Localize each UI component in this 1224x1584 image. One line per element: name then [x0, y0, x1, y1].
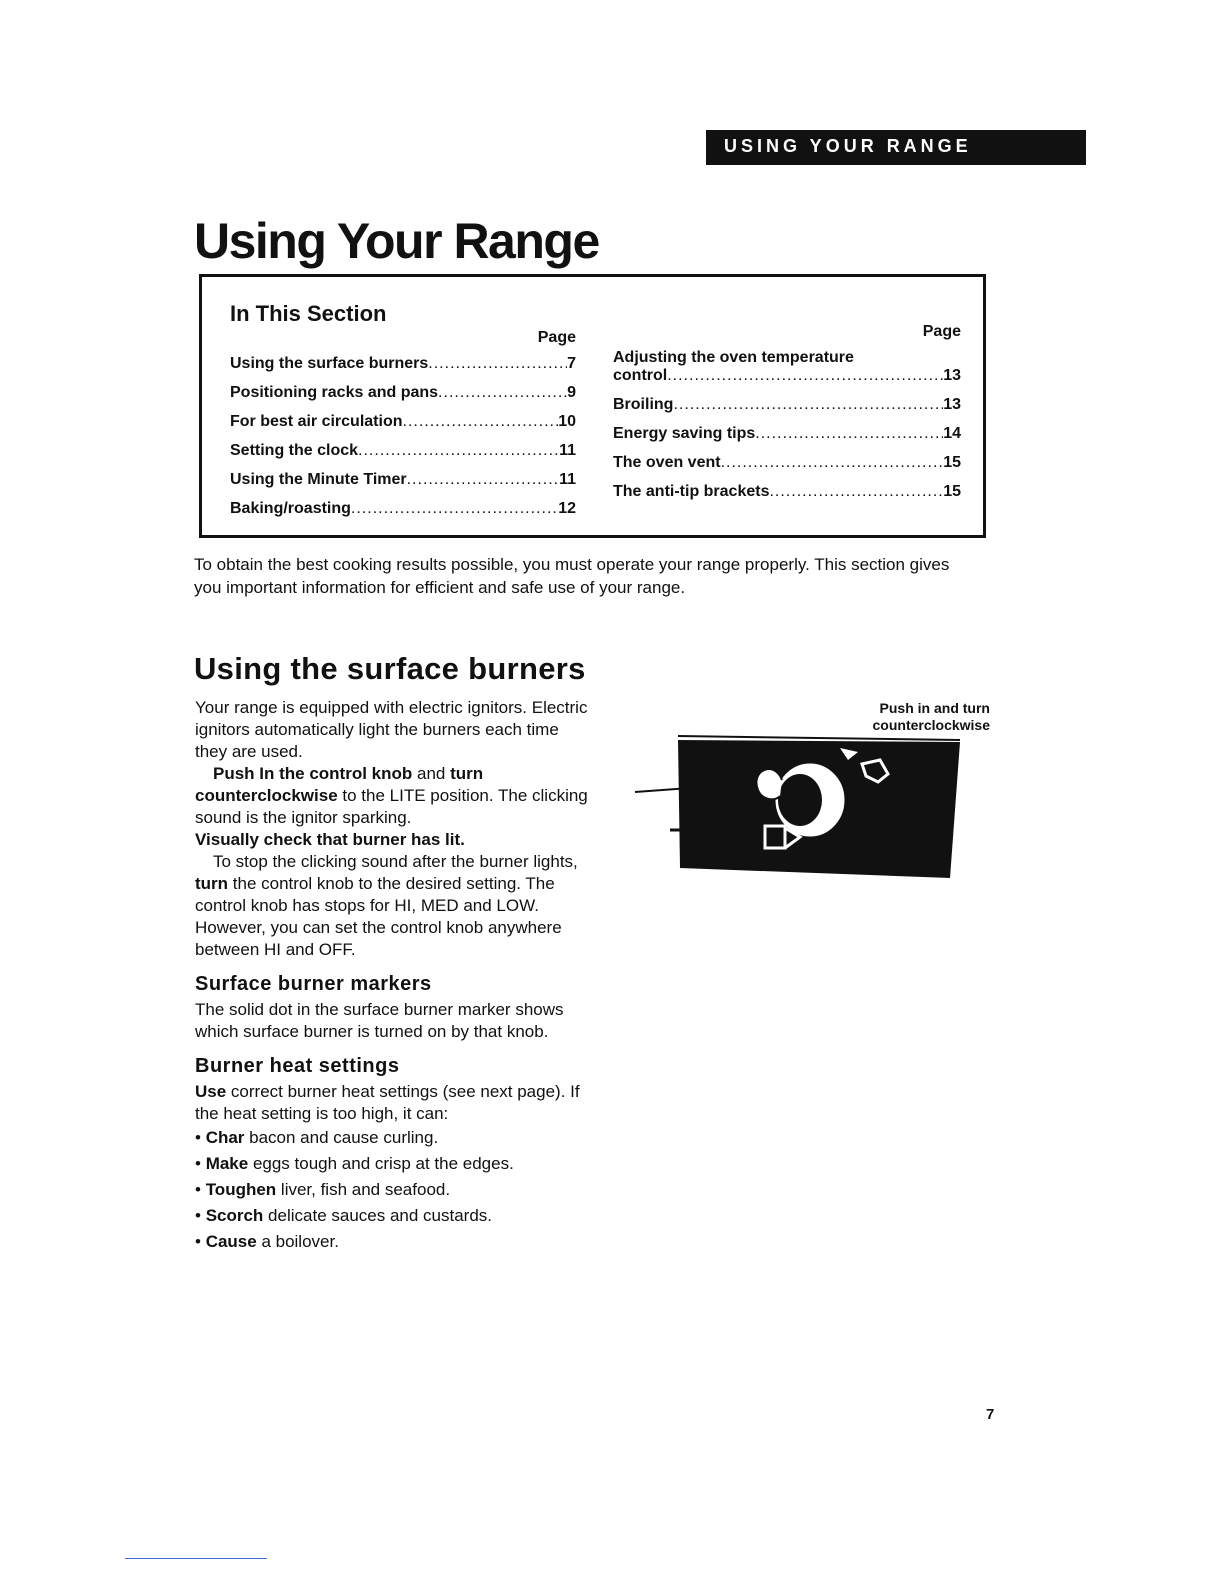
toc-entry[interactable]: Positioning racks and pans ..... 9	[230, 384, 576, 402]
figure-caption: Push in and turn counterclockwise	[872, 700, 990, 733]
toc-entry[interactable]: Using the Minute Timer ..... 11	[230, 471, 576, 489]
toc-right-column	[613, 323, 961, 512]
toc-entry[interactable]: Using the surface burners ..... 7	[230, 355, 576, 373]
list-item: • Char bacon and cause curling.	[195, 1128, 439, 1147]
paragraph: To stop the clicking sound after the burner lights, turn the control knob to the desired setting. The control knob has stops for HI, MED and LOW. However, you can set the control knob anywhere between HI and OFF.	[195, 852, 578, 959]
list-item: • Scorch delicate sauces and custards.	[195, 1206, 493, 1225]
toc-entry[interactable]: The oven vent ..... 15	[613, 454, 961, 472]
section-heading: Using the surface burners	[194, 651, 586, 686]
subheading-heat-settings: Burner heat settings	[195, 1055, 400, 1077]
toc-page-label: Page	[922, 323, 961, 340]
paragraph: Visually check that burner has lit.	[195, 830, 465, 849]
section-tab	[706, 130, 1086, 165]
in-this-section-box	[199, 274, 986, 538]
toc-entry[interactable]: Broiling ..... 13	[613, 396, 961, 414]
section-tab-label: USING YOUR RANGE	[724, 136, 972, 156]
intro-paragraph: To obtain the best cooking results possible, you must operate your range properly. This section gives you important information for efficient and safe use of your range.	[194, 555, 950, 597]
toc-heading: In This Section	[230, 301, 387, 326]
toc-entry[interactable]: Energy saving tips ..... 14	[613, 425, 961, 443]
toc-page-label: Page	[537, 329, 576, 346]
paragraph: The solid dot in the surface burner marker shows which surface burner is turned on by that knob.	[195, 1000, 564, 1041]
subheading-markers: Surface burner markers	[195, 973, 432, 995]
toc-left-column	[230, 329, 576, 529]
section-body	[195, 697, 590, 1257]
page-number: 7	[986, 1406, 995, 1423]
paragraph: Use correct burner heat settings (see next page). If the heat setting is too high, it can:	[195, 1082, 580, 1123]
toc-entry[interactable]: Adjusting the oven temperature control ..... 13	[613, 349, 961, 385]
footnote-rule	[125, 1558, 267, 1559]
toc-entry[interactable]: For best air circulation ..... 10	[230, 413, 576, 431]
toc-entry[interactable]: Baking/roasting ..... 12	[230, 500, 576, 518]
toc-entry[interactable]: Setting the clock ..... 11	[230, 442, 576, 460]
page-title: Using Your Range	[194, 213, 599, 269]
list-item: • Cause a boilover.	[195, 1232, 339, 1251]
paragraph: Push In the control knob and turn counterclockwise to the LITE position. The clicking sound is the ignitor sparking.	[195, 764, 588, 827]
paragraph: Your range is equipped with electric ignitors. Electric ignitors automatically light the burners each time they are used.	[195, 698, 588, 761]
bullet-list	[195, 1127, 590, 1253]
control-knob-illustration	[630, 730, 965, 880]
list-item: • Toughen liver, fish and seafood.	[195, 1180, 451, 1199]
toc-entry[interactable]: The anti-tip brackets ..... 15	[613, 483, 961, 501]
list-item: • Make eggs tough and crisp at the edges.	[195, 1154, 514, 1173]
